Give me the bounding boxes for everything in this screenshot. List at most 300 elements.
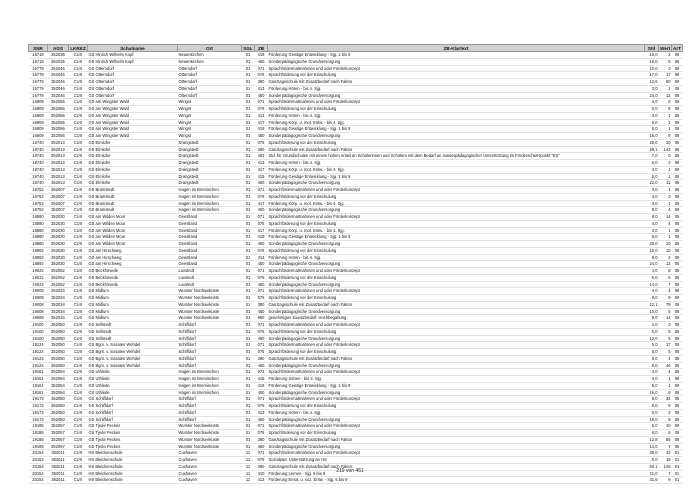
cell-std: 14,0 — [645, 443, 659, 450]
cell-ags: 352054 — [48, 376, 69, 383]
cell-ags: 352011 — [48, 463, 69, 470]
cell-ort: Hagen im Bremischen — [178, 376, 242, 383]
cell-snr: 19161 — [29, 382, 48, 389]
cell-zb: 071 — [255, 450, 268, 457]
cell-schulname: GS Tjede Peckes — [88, 443, 178, 450]
cell-sgl: 01 — [242, 396, 255, 403]
cell-ort: Drangstedt — [178, 146, 242, 153]
cell-wert: 4 — [659, 288, 672, 295]
cell-zb-klartext: Sonderpädagogische Grundversorgung — [268, 362, 645, 369]
cell-zb-klartext: Sprachförderung vor der Einschulung — [268, 328, 645, 335]
cell-zb-klartext: Std. für Grundschulen mit einem hohen Anteil an Schülerinnen und Schülern mit dem Bedarf an sonderpädagogischer Unterstützung im Förderschwerpunkt "ES" — [268, 153, 645, 160]
cell-ags: 352056 — [48, 119, 69, 126]
cell-ags: 352013 — [48, 146, 69, 153]
cell-sgl: 01 — [242, 126, 255, 133]
table-row — [29, 281, 683, 288]
cell-ort: Schiffdorf — [178, 403, 242, 410]
cell-wert: 7 — [659, 281, 672, 288]
cell-art: 05 — [672, 349, 683, 356]
cell-schulname: HS Bleickenschule — [88, 470, 178, 477]
cell-zb-klartext: Förderung Emot. u. soz. Entw. - Sjg. 5 bis 9 — [268, 477, 645, 484]
cell-std: 3,0 — [645, 200, 659, 207]
cell-snr: 16779 — [29, 92, 48, 99]
cell-std: 22,0 — [645, 180, 659, 187]
cell-ort: Hagen im Bremischen — [178, 200, 242, 207]
cell-wert: 4 — [659, 207, 672, 214]
cell-zb: 450 — [255, 92, 268, 99]
cell-ags: 352007 — [48, 187, 69, 194]
cell-art: 06 — [672, 200, 683, 207]
cell-snr: 19008 — [29, 288, 48, 295]
cell-ort: Cuxhaven — [178, 477, 242, 484]
cell-art: 01 — [672, 457, 683, 464]
cell-wert: 8 — [659, 389, 672, 396]
cell-lkrkz: CUX — [69, 72, 88, 79]
cell-art: 05 — [672, 261, 683, 268]
cell-zb-klartext: Sprachförderma0nahmen und oder Förderkonzept — [268, 268, 645, 275]
cell-lkrkz: CUX — [69, 443, 88, 450]
cell-art: 05 — [672, 241, 683, 248]
cell-snr: 18752 — [29, 187, 48, 194]
cell-schulname: GS Beckhövede — [88, 281, 178, 288]
cell-wert: 1 — [659, 376, 672, 383]
cell-zb-klartext: Sozialpäd. Unterstützung an HS — [268, 457, 645, 464]
cell-std: 7,0 — [645, 153, 659, 160]
cell-zb: 076 — [255, 274, 268, 281]
cell-lkrkz: CUX — [69, 52, 88, 59]
cell-art: 06 — [672, 369, 683, 376]
cell-std: 6,0 — [645, 409, 659, 416]
cell-snr: 18880 — [29, 220, 48, 227]
cell-art: 06 — [672, 295, 683, 302]
cell-snr: 18880 — [29, 227, 48, 234]
cell-ort: Wurster Nordseeküste — [178, 443, 242, 450]
cell-snr: 18892 — [29, 261, 48, 268]
cell-snr: 19161 — [29, 376, 48, 383]
cell-zb: 450 — [255, 443, 268, 450]
cell-schulname: GS Uthlede — [88, 376, 178, 383]
cell-wert: 2 — [659, 160, 672, 167]
cell-schulname: GS am Hirschweg — [88, 247, 178, 254]
cell-snr: 19100 — [29, 335, 48, 342]
cell-snr: 18740 — [29, 180, 48, 187]
cell-ort: Wurster Nordseeküste — [178, 436, 242, 443]
cell-schulname: GS am Wingster Wald — [88, 99, 178, 106]
table-row — [29, 139, 683, 146]
cell-zb: 380 — [255, 463, 268, 470]
table-row — [29, 450, 683, 457]
cell-snr: 16779 — [29, 85, 48, 92]
cell-lkrkz: CUX — [69, 65, 88, 72]
cell-snr: 20154 — [29, 463, 48, 470]
cell-ags: 352011 — [48, 477, 69, 484]
cell-ort: Schiffdorf — [178, 362, 242, 369]
cell-std: 9,0 — [645, 315, 659, 322]
cell-ags: 352052 — [48, 268, 69, 275]
cell-zb-klartext: Sprachförderma0nahmen und oder Förderkonzept — [268, 369, 645, 376]
cell-std: 5,0 — [645, 106, 659, 113]
table-row — [29, 52, 683, 59]
cell-schulname: GS am Wilden Moor — [88, 214, 178, 221]
cell-zb: 071 — [255, 214, 268, 221]
cell-wert: 2 — [659, 52, 672, 59]
cell-ags: 352054 — [48, 369, 69, 376]
cell-ort: Schiffdorf — [178, 355, 242, 362]
cell-zb-klartext: Förderung Hören - bis 4. Sjg. — [268, 112, 645, 119]
cell-ags: 352056 — [48, 106, 69, 113]
cell-schulname: GS Midlum — [88, 301, 178, 308]
cell-zb-klartext: Sprachförderung vor der Einschulung — [268, 193, 645, 200]
cell-art: 06 — [672, 301, 683, 308]
table-row — [29, 335, 683, 342]
cell-ags: 352056 — [48, 99, 69, 106]
cell-zb-klartext: Sonderpädagogische Grundversorgung — [268, 133, 645, 140]
cell-sgl: 01 — [242, 99, 255, 106]
column-header-schulname: Schulname — [88, 45, 178, 52]
cell-lkrkz: CUX — [69, 403, 88, 410]
cell-wert: 5 — [659, 106, 672, 113]
cell-art: 05 — [672, 214, 683, 221]
cell-zb: 950 — [255, 315, 268, 322]
cell-ort: Schiffdorf — [178, 342, 242, 349]
cell-std: 3,0 — [645, 193, 659, 200]
table-row — [29, 389, 683, 396]
cell-snr: 18752 — [29, 200, 48, 207]
cell-zb-klartext: genehmigter Zusatzbedarf: Hochbegabung — [268, 315, 645, 322]
table-row — [29, 200, 683, 207]
cell-std: 3,0 — [645, 112, 659, 119]
cell-schulname: GS am Wilden Moor — [88, 241, 178, 248]
cell-snr: 19008 — [29, 315, 48, 322]
cell-zb: 071 — [255, 369, 268, 376]
cell-schulname: GS am Hirschweg — [88, 254, 178, 261]
cell-sgl: 01 — [242, 133, 255, 140]
cell-zb-klartext: Sonderpädagogische Grundversorgung — [268, 241, 645, 248]
cell-art: 05 — [672, 416, 683, 423]
cell-std: 8,0 — [645, 396, 659, 403]
cell-std: 30,0 — [645, 450, 659, 457]
cell-snr: 16779 — [29, 72, 48, 79]
cell-art: 06 — [672, 436, 683, 443]
cell-sgl: 01 — [242, 295, 255, 302]
cell-lkrkz: CUX — [69, 457, 88, 464]
cell-lkrkz: CUX — [69, 119, 88, 126]
cell-lkrkz: CUX — [69, 112, 88, 119]
cell-snr: 19124 — [29, 355, 48, 362]
table-row — [29, 477, 683, 484]
cell-snr: 19161 — [29, 369, 48, 376]
page-number: 219 von 451 — [336, 468, 364, 474]
table-body — [29, 52, 683, 484]
cell-wert: 17 — [659, 72, 672, 79]
cell-schulname: HS Bleickenschule — [88, 463, 178, 470]
table-row — [29, 99, 683, 106]
cell-zb-klartext: Sprachförderung vor der Einschulung — [268, 139, 645, 146]
cell-lkrkz: CUX — [69, 335, 88, 342]
cell-zb-klartext: Förderung Lernen - Sjg. 5 bis 9 — [268, 470, 645, 477]
cell-zb-klartext: Ganztagsschule mit Zusatzbedarf nach Faktor — [268, 301, 645, 308]
cell-sgl: 01 — [242, 139, 255, 146]
cell-ags: 352030 — [48, 261, 69, 268]
cell-ags: 352052 — [48, 274, 69, 281]
table-row — [29, 423, 683, 430]
cell-schulname: GS Bgm. v. Sosaten Wehdel — [88, 355, 178, 362]
cell-zb: 417 — [255, 200, 268, 207]
table-row — [29, 261, 683, 268]
cell-wert: 10 — [659, 423, 672, 430]
table-row — [29, 173, 683, 180]
cell-ags: 352050 — [48, 322, 69, 329]
cell-ags: 352046 — [48, 92, 69, 99]
cell-snr: 19022 — [29, 281, 48, 288]
cell-lkrkz: CUX — [69, 193, 88, 200]
cell-lkrkz: CUX — [69, 396, 88, 403]
cell-schulname: GS Sellstedt — [88, 322, 178, 329]
cell-art: 01 — [672, 470, 683, 477]
cell-sgl: 01 — [242, 193, 255, 200]
cell-std: 0,0 — [645, 457, 659, 464]
cell-lkrkz: CUX — [69, 355, 88, 362]
cell-ort: Loxstedt — [178, 274, 242, 281]
cell-ags: 352034 — [48, 315, 69, 322]
cell-lkrkz: CUX — [69, 315, 88, 322]
cell-lkrkz: CUX — [69, 342, 88, 349]
table-row — [29, 430, 683, 437]
cell-snr: 19173 — [29, 409, 48, 416]
column-header-std: Std — [645, 45, 659, 52]
cell-wert: 7 — [659, 470, 672, 477]
cell-ags: 352054 — [48, 389, 69, 396]
column-header-art: ArT — [673, 45, 681, 51]
cell-zb: 417 — [255, 166, 268, 173]
cell-art: 06 — [672, 58, 683, 65]
cell-snr: 16779 — [29, 79, 48, 86]
cell-schulname: GS Schiffdorf — [88, 396, 178, 403]
cell-lkrkz: CUX — [69, 389, 88, 396]
cell-lkrkz: CUX — [69, 349, 88, 356]
cell-zb: 450 — [255, 308, 268, 315]
cell-schulname: GS Bramstedt — [88, 207, 178, 214]
cell-sgl: 01 — [242, 322, 255, 329]
cell-zb-klartext: Ganztagsschule mit Zusatzbedarf nach Faktor — [268, 436, 645, 443]
cell-ort: Wingst — [178, 106, 242, 113]
table-row — [29, 92, 683, 99]
table-row — [29, 416, 683, 423]
cell-snr: 18880 — [29, 241, 48, 248]
cell-ort: Wurster Nordseeküste — [178, 295, 242, 302]
cell-snr: 19100 — [29, 322, 48, 329]
cell-ags: 352046 — [48, 85, 69, 92]
cell-schulname: GS Tjede Peckes — [88, 436, 178, 443]
cell-wert: 55 — [659, 436, 672, 443]
cell-zb: 415 — [255, 376, 268, 383]
cell-snr: 20154 — [29, 477, 48, 484]
cell-lkrkz: CUX — [69, 436, 88, 443]
cell-sgl: 01 — [242, 281, 255, 288]
cell-ags: 352011 — [48, 470, 69, 477]
cell-std: 4,0 — [645, 268, 659, 275]
cell-zb-klartext: Förderung Geistige Entwicklung - Sjg. 1 bis 9 — [268, 382, 645, 389]
cell-snr: 16809 — [29, 99, 48, 106]
cell-art: 05 — [672, 281, 683, 288]
cell-snr: 18892 — [29, 247, 48, 254]
table-row — [29, 187, 683, 194]
table-row — [29, 295, 683, 302]
cell-snr: 19100 — [29, 328, 48, 335]
cell-snr: 18752 — [29, 193, 48, 200]
cell-lkrkz: CUX — [69, 328, 88, 335]
cell-sgl: 01 — [242, 214, 255, 221]
cell-sgl: 01 — [242, 173, 255, 180]
cell-sgl: 01 — [242, 146, 255, 153]
cell-ags: 352050 — [48, 362, 69, 369]
cell-sgl: 01 — [242, 416, 255, 423]
cell-ort: Drangstedt — [178, 173, 242, 180]
cell-std: 8,0 — [645, 403, 659, 410]
cell-lkrkz: CUX — [69, 200, 88, 207]
cell-zb: 076 — [255, 349, 268, 356]
cell-std: 3,0 — [645, 227, 659, 234]
cell-zb-klartext: Sprachförderma0nahmen und oder Förderkonzept — [268, 396, 645, 403]
cell-wert: 6 — [659, 430, 672, 437]
cell-schulname: GS Elmlohe — [88, 173, 178, 180]
cell-schulname: GS am Wingster Wald — [88, 106, 178, 113]
cell-wert: 4 — [659, 369, 672, 376]
cell-snr: 18752 — [29, 207, 48, 214]
table-row — [29, 254, 683, 261]
cell-ort: Geestland — [178, 261, 242, 268]
cell-snr: 16809 — [29, 112, 48, 119]
cell-zb-klartext: Förderung Geistige Entwicklung - Sjg. 1 bis 9 — [268, 52, 645, 59]
cell-wert: 0 — [659, 153, 672, 160]
cell-ort: Geestland — [178, 227, 242, 234]
cell-ags: 352057 — [48, 443, 69, 450]
cell-sgl: 01 — [242, 261, 255, 268]
cell-art: 06 — [672, 389, 683, 396]
cell-schulname: GS Tjede Peckes — [88, 423, 178, 430]
table-row — [29, 180, 683, 187]
cell-wert: 9 — [659, 477, 672, 484]
cell-zb: 412 — [255, 477, 268, 484]
cell-art: 06 — [672, 187, 683, 194]
cell-zb: 450 — [255, 416, 268, 423]
cell-zb: 450 — [255, 389, 268, 396]
cell-sgl: 01 — [242, 247, 255, 254]
cell-zb-klartext: Sonderpädagogische Grundversorgung — [268, 58, 645, 65]
cell-ags: 352013 — [48, 173, 69, 180]
table-row — [29, 234, 683, 241]
cell-ags: 352050 — [48, 342, 69, 349]
cell-snr: 20154 — [29, 457, 48, 464]
cell-zb-klartext: Sprachförderung vor der Einschulung — [268, 403, 645, 410]
cell-schulname: GS Otterndorf — [88, 92, 178, 99]
cell-art: 06 — [672, 52, 683, 59]
cell-art: 06 — [672, 133, 683, 140]
cell-zb: 076 — [255, 295, 268, 302]
cell-ags: 352036 — [48, 52, 69, 59]
cell-ort: Schiffdorf — [178, 416, 242, 423]
cell-wert: 20 — [659, 139, 672, 146]
cell-art: 05 — [672, 396, 683, 403]
cell-art: 05 — [672, 409, 683, 416]
cell-art: 06 — [672, 430, 683, 437]
table-row — [29, 443, 683, 450]
cell-wert: 143 — [659, 146, 672, 153]
cell-art: 06 — [672, 106, 683, 113]
table-header-row — [29, 45, 683, 52]
cell-std: 10,0 — [645, 58, 659, 65]
cell-schulname: GS Schiffdorf — [88, 409, 178, 416]
cell-schulname: GS Elmlohe — [88, 153, 178, 160]
cell-zb-klartext: Sprachförderung vor der Einschulung — [268, 349, 645, 356]
cell-art: 06 — [672, 207, 683, 214]
cell-sgl: 01 — [242, 288, 255, 295]
cell-wert: 6 — [659, 335, 672, 342]
cell-ags: 352013 — [48, 180, 69, 187]
cell-art: 06 — [672, 126, 683, 133]
cell-ags: 352050 — [48, 355, 69, 362]
cell-zb: 076 — [255, 430, 268, 437]
table-row — [29, 220, 683, 227]
cell-wert: 17 — [659, 342, 672, 349]
cell-wert: 148 — [659, 463, 672, 470]
cell-std: 16,0 — [645, 389, 659, 396]
cell-schulname: GS Hinrich Wilhelm Kopf — [88, 58, 178, 65]
cell-zb: 380 — [255, 355, 268, 362]
column-header-zb-klartext: ZB-Klartext — [268, 45, 645, 52]
cell-zb: 380 — [255, 301, 268, 308]
cell-ags: 352034 — [48, 288, 69, 295]
cell-art: 06 — [672, 99, 683, 106]
cell-zb: 076 — [255, 139, 268, 146]
cell-ags: 352030 — [48, 220, 69, 227]
cell-schulname: GS Midlum — [88, 288, 178, 295]
table-row — [29, 409, 683, 416]
cell-sgl: 01 — [242, 423, 255, 430]
cell-schulname: GS Uthlede — [88, 382, 178, 389]
cell-lkrkz: CUX — [69, 106, 88, 113]
cell-lkrkz: CUX — [69, 308, 88, 315]
cell-zb-klartext: Sonderpädagogische Grundversorgung — [268, 389, 645, 396]
cell-wert: 1 — [659, 126, 672, 133]
cell-ags: 352034 — [48, 295, 69, 302]
cell-lkrkz: CUX — [69, 274, 88, 281]
cell-snr: 18880 — [29, 234, 48, 241]
cell-ort: Wurster Nordseeküste — [178, 315, 242, 322]
cell-art: 06 — [672, 112, 683, 119]
cell-art: 05 — [672, 220, 683, 227]
cell-sgl: 11 — [242, 470, 255, 477]
cell-lkrkz: CUX — [69, 268, 88, 275]
cell-zb-klartext: Sprachförderma0nahmen und oder Förderkonzept — [268, 214, 645, 221]
cell-schulname: GS Uthlede — [88, 389, 178, 396]
cell-zb: 419 — [255, 173, 268, 180]
cell-sgl: 01 — [242, 166, 255, 173]
cell-std: 10,0 — [645, 247, 659, 254]
cell-snr: 16809 — [29, 119, 48, 126]
cell-lkrkz: CUX — [69, 376, 88, 383]
cell-zb: 450 — [255, 180, 268, 187]
cell-snr: 19008 — [29, 308, 48, 315]
cell-zb: 076 — [255, 403, 268, 410]
cell-art: 06 — [672, 160, 683, 167]
cell-std: 29,1 — [645, 146, 659, 153]
cell-lkrkz: CUX — [69, 79, 88, 86]
cell-art: 06 — [672, 423, 683, 430]
column-header-lkrkz: LKRKZ — [70, 45, 86, 51]
cell-lkrkz: CUX — [69, 430, 88, 437]
cell-art: 05 — [672, 328, 683, 335]
